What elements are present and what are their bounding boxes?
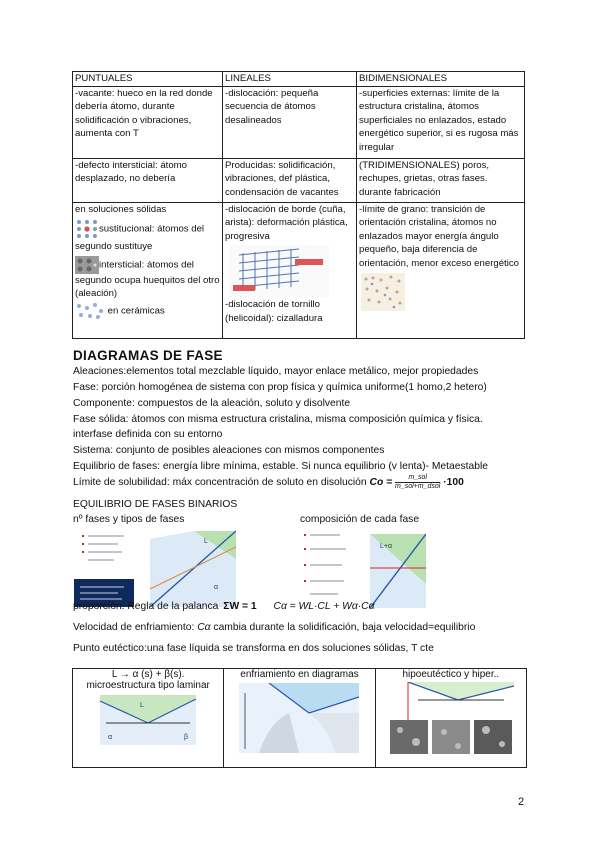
solubility-fraction (395, 474, 440, 491)
phase-diagram-figure-1 (74, 529, 236, 607)
binary-title: EQUILIBRIO DE FASES BINARIOS (73, 499, 238, 510)
laminar-line1: L → α (s) + β(s). (111, 669, 185, 680)
interstitial-lattice-icon (75, 256, 99, 274)
lever-eq2: Cα = WL·CL + Wα·Cα (273, 601, 375, 612)
hipoeutectico-label: hipoeutéctico y hiper.. (402, 669, 500, 680)
cell-dislocacion: -dislocación: pequeña secuencia de átomos desalineados (223, 86, 357, 158)
def-aleaciones: Aleaciones:elementos total mezclable líquido, mayor enlace metálico, mejor propiedades (73, 366, 479, 377)
solubility-text: Límite de solubilidad: máx concentración de soluto en disolución (73, 477, 367, 489)
header-bidimensionales: BIDIMENSIONALES (357, 72, 525, 87)
def-equilibrio: Equilibrio de fases: energía libre mínima, estable. Si nunca equilibrio (v lenta)- Metaestable (73, 461, 488, 472)
enfriamiento-label: enfriamiento en diagramas (240, 669, 359, 680)
cooling-text-b: cambia durante la solidificación, baja velocidad=equilibrio (213, 622, 476, 633)
eutectic-diagram-figure (100, 695, 196, 745)
label-composicion: composición de cada fase (300, 514, 420, 525)
eutectic-table (72, 668, 527, 768)
eutectic-label-L: L (140, 702, 145, 709)
lever-eq1: ΣW = 1 (223, 601, 257, 612)
phase-diagram-figure-2 (300, 528, 426, 608)
table-row (73, 86, 525, 158)
def-sistema: Sistema: conjunto de posibles aleaciones con mismos componentes (73, 445, 385, 456)
cell-borde (223, 202, 357, 338)
ceramicas-text: en cerámicas (107, 305, 165, 317)
cooling-line (73, 622, 475, 633)
cell-laminar (73, 669, 224, 768)
def-fase-solida: Fase sólida: átomos con misma estructura cristalina, misma composición química y física. (73, 414, 483, 425)
eutectic-line: Punto eutéctico:una fase líquida se transforma en dos soluciones sólidas, T cte (73, 643, 434, 654)
cell-superficies: -superficies externas: límite de la estructura cristalina, átomos superficiales no enlazados, estado energético superior, si es rugosa más irregular (357, 86, 525, 158)
cell-limite-grano (357, 202, 525, 338)
cell-intersticial: -defecto intersticial: átomo desplazado, no debería (73, 158, 223, 202)
cooling-symbol: Cα (197, 622, 211, 633)
cell-producidas: Producidas: solidificación, vibraciones, def plástica, condensación de vacantes (223, 158, 357, 202)
section-title: DIAGRAMAS DE FASE (73, 348, 223, 363)
tornillo-text: -dislocación de tornillo (helicoidal): cizalladura (225, 299, 323, 324)
substitutional-lattice-icon (75, 218, 99, 240)
lever-text: proporción: Regla de la palanca (73, 601, 219, 612)
cell-hipoeutectico (375, 669, 526, 768)
def-componente: Componente: compuestos de la aleación, soluto y disolvente (73, 398, 351, 409)
table-row (73, 158, 525, 202)
defects-table (72, 71, 525, 339)
ceramic-structure-icon (75, 302, 105, 320)
header-lineales: LINEALES (223, 72, 357, 87)
cooling-text-a: Velocidad de enfriamiento: (73, 622, 195, 633)
lever-line (73, 601, 374, 612)
laminar-line2: microestructura tipo laminar (86, 680, 210, 691)
cell-tridimensionales: (TRIDIMENSIONALES) poros, rechupes, grietas, otras fases. durante fabricación (357, 158, 525, 202)
edge-dislocation-figure (229, 245, 329, 297)
label-fases-tipos: nº fases y tipos de fases (73, 514, 185, 525)
limite-grano-text: -límite de grano: transición de orientación cristalina, átomos no enlazados mayor energía ángulo pequeño, baja diferencia de orientación, menor exceso energético (359, 203, 519, 269)
fraction-denominator: m_sol+m_dsol (395, 483, 441, 490)
cell-enfriamiento (224, 669, 375, 768)
sustitucional-text: sustitucional: átomos del segundo sustituye (75, 223, 205, 253)
table-row (73, 202, 525, 338)
def-interfase: interfase definida con su entorno (73, 429, 223, 440)
def-fase: Fase: porción homogénea de sistema con prop física y química uniforme(1 homo,2 hetero) (73, 382, 487, 393)
table-header-row (73, 72, 525, 87)
eutectic-label-b: β (184, 734, 189, 741)
grain-boundary-figure (361, 273, 405, 311)
intersticial-text: intersticial: átomos del segundo ocupa huequitos del otro (aleación) (75, 259, 220, 300)
solubility-line (73, 474, 464, 491)
cell-soluciones (73, 202, 223, 338)
fig1-label-a: α (214, 584, 219, 591)
solubility-times: ·100 (443, 477, 464, 489)
fraction-numerator: m_sol (395, 474, 440, 483)
cooling-diagram-figure (239, 683, 359, 753)
header-puntuales: PUNTUALES (73, 72, 223, 87)
fig1-label-L: L (204, 538, 208, 545)
page-number: 2 (518, 796, 525, 808)
hypoeutectic-figure (388, 682, 514, 754)
fig2-label-La: L+α (380, 543, 393, 550)
soluciones-title: en soluciones sólidas (75, 203, 167, 215)
eutectic-label-a: α (108, 734, 113, 741)
borde-text: -dislocación de borde (cuña, arista): deformación plástica, progresiva (225, 203, 348, 242)
solubility-lhs: Co = (369, 477, 393, 489)
cell-vacante: -vacante: hueco en la red donde debería átomo, durante solidificación o vibraciones, aumenta con T (73, 86, 223, 158)
